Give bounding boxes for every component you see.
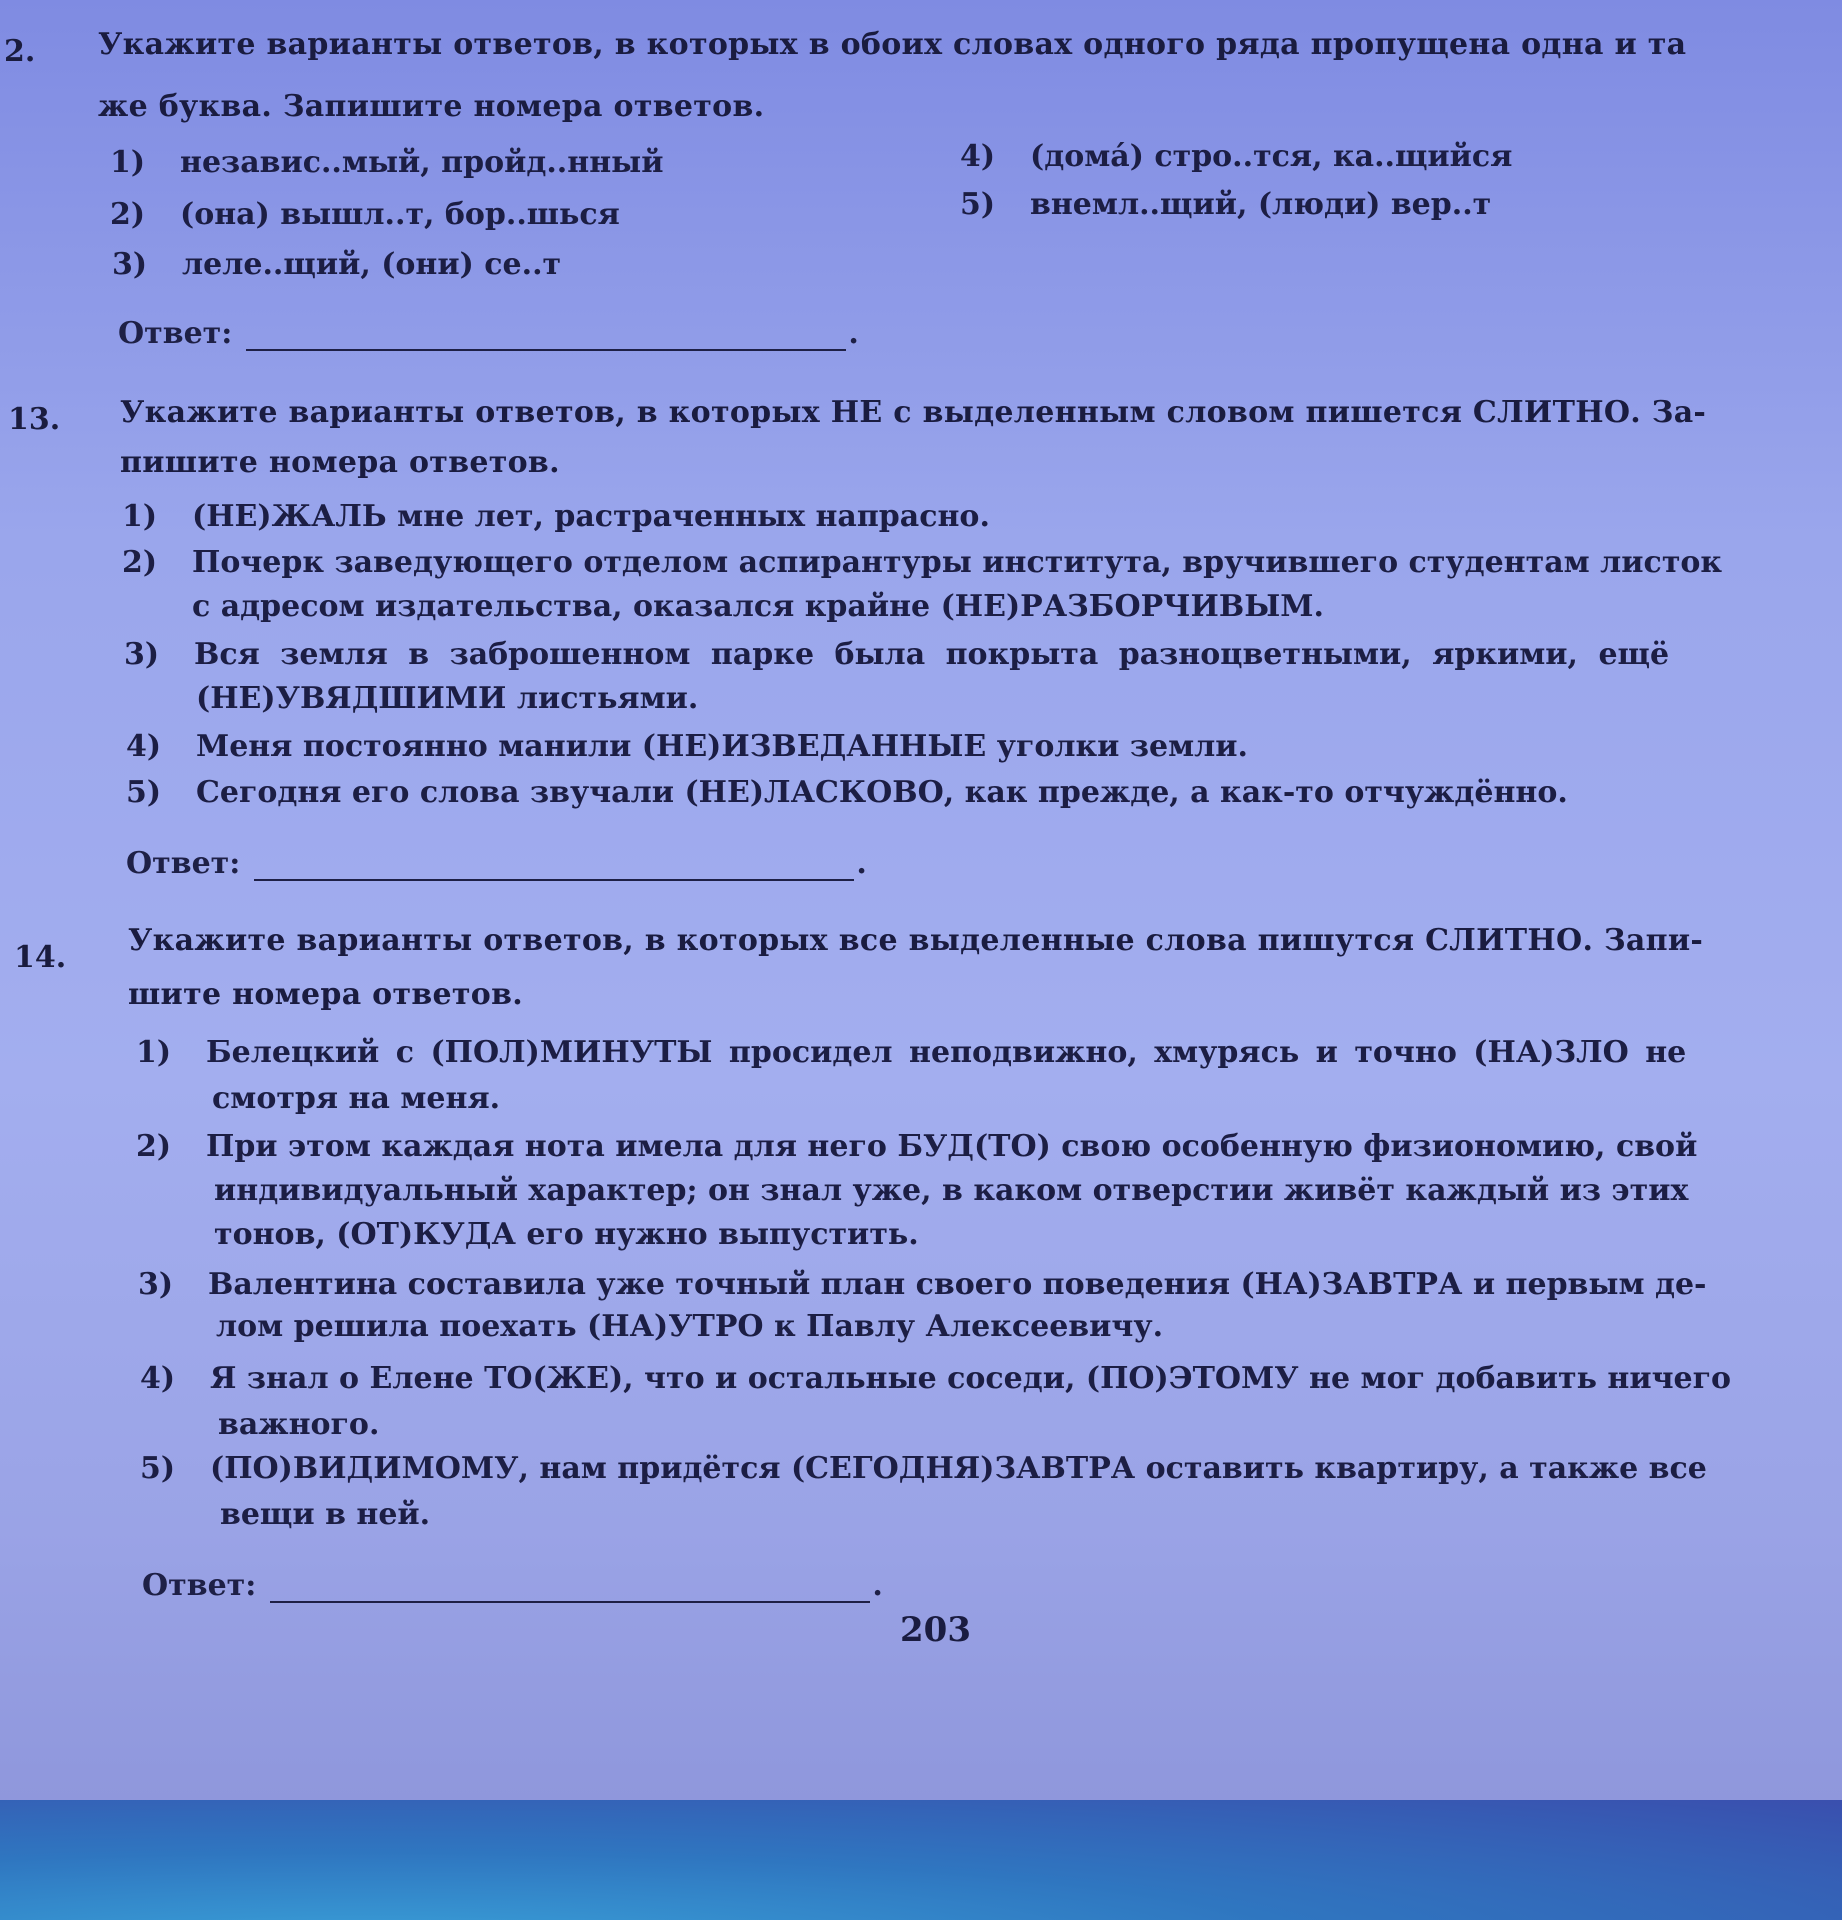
answer-option bbox=[136, 1030, 1686, 1076]
option-text: независ..мый, пройд..нный bbox=[180, 145, 664, 180]
option-continuation: с адресом издательства, оказался крайне (НЕ)РАЗБОРЧИВЫМ. bbox=[192, 589, 1324, 624]
answer-option bbox=[126, 724, 1248, 770]
option-number: 3) bbox=[138, 1267, 174, 1302]
option-number: 5) bbox=[960, 187, 996, 222]
task-prompt-line: пишите номера ответов. bbox=[120, 445, 560, 480]
option-number: 1) bbox=[110, 145, 146, 180]
option-number: 2) bbox=[110, 197, 146, 232]
option-number: 3) bbox=[124, 637, 160, 672]
answer-line[interactable] bbox=[246, 319, 846, 351]
answer-field bbox=[142, 1568, 883, 1603]
answer-option bbox=[110, 192, 620, 238]
answer-option bbox=[140, 1446, 1707, 1492]
option-text: Меня постоянно манили (НЕ)ИЗВЕДАННЫЕ уголки земли. bbox=[196, 729, 1248, 764]
option-text: (ПО)ВИДИМОМУ, нам придётся (СЕГОДНЯ)ЗАВТРА оставить квартиру, а также все bbox=[210, 1451, 1707, 1486]
answer-line[interactable] bbox=[254, 849, 854, 881]
option-number: 5) bbox=[140, 1451, 176, 1486]
answer-label: Ответ: bbox=[142, 1568, 257, 1603]
option-text: Белецкий с (ПОЛ)МИНУТЫ просидел неподвижно, хмурясь и точно (НА)ЗЛО не bbox=[206, 1035, 1687, 1070]
answer-option bbox=[122, 540, 1722, 586]
answer-option bbox=[960, 134, 1512, 180]
answer-option bbox=[126, 770, 1568, 816]
option-text: леле..щий, (они) се..т bbox=[182, 247, 562, 282]
answer-label: Ответ: bbox=[118, 316, 233, 351]
option-text: Сегодня его слова звучали (НЕ)ЛАСКОВО, как прежде, а как-то отчуждённо. bbox=[196, 775, 1568, 810]
option-number: 4) bbox=[960, 139, 996, 174]
task-prompt-line: шите номера ответов. bbox=[128, 977, 524, 1012]
option-number: 1) bbox=[136, 1035, 172, 1070]
option-number: 4) bbox=[126, 729, 162, 764]
task-prompt-line: же буква. Запишите номера ответов. bbox=[98, 89, 765, 124]
option-number: 4) bbox=[140, 1361, 176, 1396]
answer-option bbox=[140, 1356, 1731, 1402]
option-text: Валентина составила уже точный план своего поведения (НА)ЗАВТРА и первым де- bbox=[208, 1267, 1707, 1302]
task-prompt-line: Укажите варианты ответов, в которых все выделенные слова пишутся СЛИТНО. Запи- bbox=[128, 923, 1704, 958]
option-text: (домá) стро..тся, ка..щийся bbox=[1030, 139, 1513, 174]
answer-option bbox=[122, 494, 990, 540]
option-text: Я знал о Елене ТО(ЖЕ), что и остальные соседи, (ПО)ЭТОМУ не мог добавить ничего bbox=[210, 1361, 1732, 1396]
option-text: При этом каждая нота имела для него БУД(ТО) свою особенную физиономию, свой bbox=[206, 1129, 1698, 1164]
option-continuation: лом решила поехать (НА)УТРО к Павлу Алексеевичу. bbox=[216, 1309, 1164, 1344]
task-number: 14. bbox=[14, 940, 67, 975]
background-fabric bbox=[0, 1800, 1842, 1920]
answer-option bbox=[138, 1262, 1707, 1308]
option-text: Вся земля в заброшенном парке была покрыта разноцветными, яркими, ещё bbox=[194, 637, 1670, 672]
answer-label: Ответ: bbox=[126, 846, 241, 881]
answer-line[interactable] bbox=[270, 1571, 870, 1603]
option-continuation: индивидуальный характер; он знал уже, в каком отверстии живёт каждый из этих bbox=[214, 1173, 1689, 1208]
option-number: 1) bbox=[122, 499, 158, 534]
option-continuation: (НЕ)УВЯДШИМИ листьями. bbox=[196, 681, 699, 716]
option-number: 3) bbox=[112, 247, 148, 282]
option-text: внемл..щий, (люди) вер..т bbox=[1030, 187, 1492, 222]
task-prompt-line: Укажите варианты ответов, в которых НЕ с выделенным словом пишется СЛИТНО. За- bbox=[120, 395, 1707, 430]
answer-option bbox=[960, 182, 1491, 228]
answer-end: . bbox=[856, 846, 867, 881]
answer-end: . bbox=[872, 1568, 883, 1603]
answer-option bbox=[124, 632, 1669, 678]
option-number: 2) bbox=[136, 1129, 172, 1164]
option-text: (НЕ)ЖАЛЬ мне лет, растраченных напрасно. bbox=[192, 499, 990, 534]
option-text: Почерк заведующего отделом аспирантуры института, вручившего студентам листок bbox=[192, 545, 1723, 580]
task-prompt-line: Укажите варианты ответов, в которых в обоих словах одного ряда пропущена одна и та bbox=[98, 27, 1687, 62]
option-continuation: тонов, (ОТ)КУДА его нужно выпустить. bbox=[214, 1217, 919, 1252]
option-number: 5) bbox=[126, 775, 162, 810]
answer-field bbox=[126, 846, 867, 881]
option-continuation: смотря на меня. bbox=[212, 1081, 501, 1116]
page-number: 203 bbox=[900, 1610, 971, 1650]
answer-option bbox=[110, 140, 663, 186]
task-number: 2. bbox=[4, 34, 36, 69]
option-continuation: вещи в ней. bbox=[220, 1497, 431, 1532]
answer-end: . bbox=[848, 316, 859, 351]
answer-option bbox=[136, 1124, 1697, 1170]
option-continuation: важного. bbox=[218, 1407, 380, 1442]
option-text: (она) вышл..т, бор..шься bbox=[180, 197, 620, 232]
task-number: 13. bbox=[8, 402, 61, 437]
answer-field bbox=[118, 316, 859, 351]
option-number: 2) bbox=[122, 545, 158, 580]
answer-option bbox=[112, 242, 561, 288]
